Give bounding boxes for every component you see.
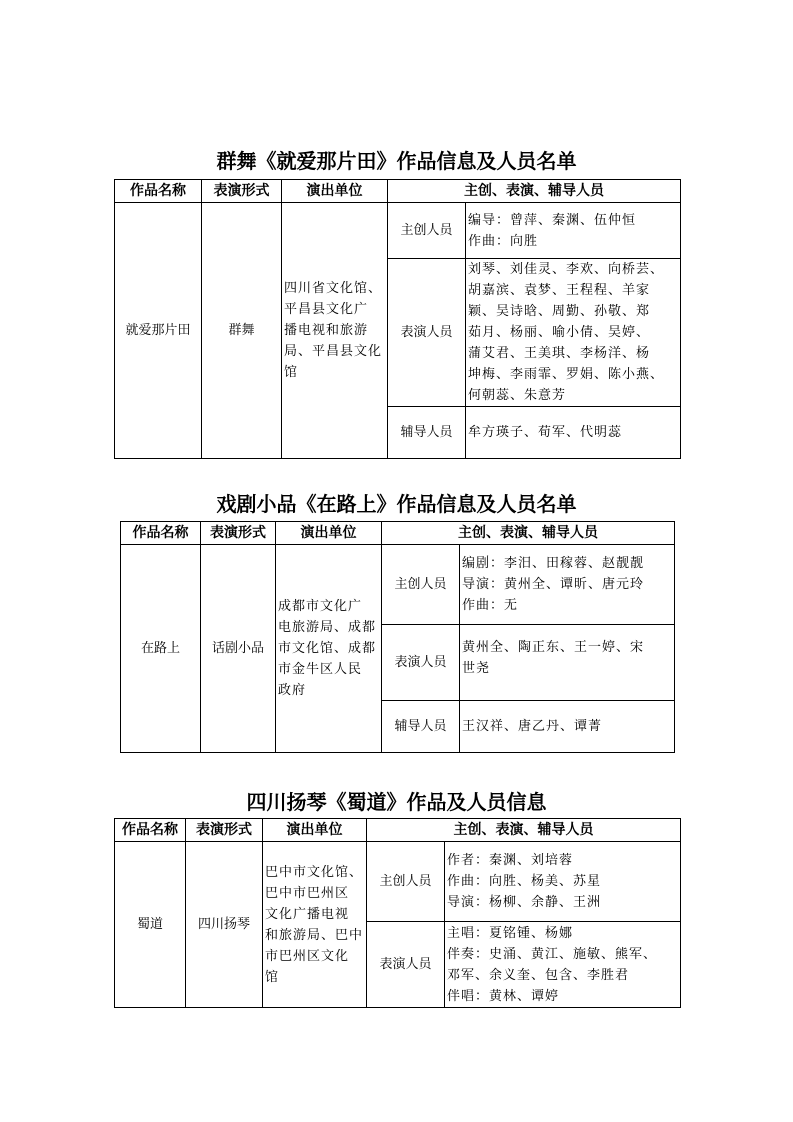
creator-line: 编剧：李汨、田稼蓉、赵靓靓	[462, 556, 645, 571]
creator-line: 作曲：无	[462, 598, 519, 613]
creator-list	[445, 842, 681, 922]
performer-line: 何朝蕊、朱意芳	[468, 388, 567, 403]
coach-line: 牟方瑛子、荀军、代明蕊	[468, 425, 623, 440]
role-performer: 表演人员	[382, 625, 460, 701]
performer-line: 刘琴、刘佳灵、李欢、向桥芸、	[468, 262, 665, 277]
creator-line: 导演：杨柳、余静、王洲	[447, 895, 602, 910]
performer-line: 茹月、杨丽、喻小倩、吴婷、	[468, 325, 651, 340]
table-header-row	[115, 819, 681, 842]
work-name: 蜀道	[115, 842, 186, 1008]
col-header-form: 表演形式	[186, 819, 263, 842]
role-coach: 辅导人员	[382, 701, 460, 753]
table-header-row	[115, 180, 681, 203]
role-creator: 主创人员	[367, 842, 445, 922]
col-header-staff: 主创、表演、辅导人员	[388, 180, 681, 203]
work-name: 就爱那片田	[115, 203, 202, 459]
performer-line: 邓军、余义奎、包含、李胜君	[447, 967, 630, 983]
unit-line: 政府	[278, 683, 307, 698]
creator-line: 作者：秦渊、刘培蓉	[447, 853, 574, 868]
work-2-title: 戏剧小品《在路上》作品信息及人员名单	[216, 492, 577, 516]
work-form: 话剧小品	[201, 545, 276, 753]
work-1-table	[114, 179, 681, 459]
performer-line: 坤梅、李雨霏、罗娟、陈小燕、	[468, 367, 665, 382]
col-header-unit: 演出单位	[282, 180, 388, 203]
col-header-name: 作品名称	[115, 180, 202, 203]
unit-line: 巴中市文化馆、	[265, 864, 364, 880]
coach-list	[460, 701, 675, 753]
coach-list	[466, 407, 681, 459]
performer-line: 世尧	[462, 661, 491, 676]
unit-line: 平昌县文化广	[284, 302, 369, 317]
work-form: 四川扬琴	[186, 842, 263, 1008]
table-header-row	[121, 522, 675, 545]
unit-line: 馆	[265, 969, 280, 985]
col-header-unit: 演出单位	[263, 819, 367, 842]
work-unit	[263, 842, 367, 1008]
work-name: 在路上	[121, 545, 201, 753]
col-header-staff: 主创、表演、辅导人员	[382, 522, 675, 545]
performer-line: 蒲艾君、王美琪、李杨洋、杨	[468, 346, 651, 361]
work-unit	[282, 203, 388, 459]
role-coach: 辅导人员	[388, 407, 466, 459]
unit-line: 市文化馆、成都	[278, 641, 377, 656]
role-creator: 主创人员	[388, 203, 466, 259]
performer-list	[445, 922, 681, 1008]
unit-line: 馆	[284, 365, 299, 380]
unit-line: 成都市文化广	[278, 599, 363, 614]
creator-line: 作曲：向胜、杨美、苏星	[447, 874, 602, 889]
performer-line: 黄州全、陶正东、王一婷、宋	[462, 640, 645, 655]
coach-line: 王汉祥、唐乙丹、谭菁	[462, 719, 603, 734]
creator-line: 作曲：向胜	[468, 233, 539, 249]
unit-line: 巴中市巴州区	[265, 885, 350, 901]
work-3-title: 四川扬琴《蜀道》作品及人员信息	[246, 790, 547, 814]
unit-line: 市金牛区人民	[278, 662, 363, 677]
role-creator: 主创人员	[382, 545, 460, 625]
col-header-unit: 演出单位	[276, 522, 382, 545]
creator-line: 编导：曾萍、秦渊、伍仲恒	[468, 212, 637, 228]
performer-line: 伴唱：黄林、谭婷	[447, 988, 560, 1004]
unit-line: 和旅游局、巴中	[265, 927, 364, 943]
unit-line: 播电视和旅游	[284, 323, 369, 338]
performer-line: 胡嘉滨、袁梦、王程程、羊家	[468, 283, 651, 298]
creator-line: 导演：黄州全、谭昕、唐元玲	[462, 577, 645, 592]
unit-line: 文化广播电视	[265, 906, 350, 922]
unit-line: 电旅游局、成都	[278, 620, 377, 635]
col-header-staff: 主创、表演、辅导人员	[367, 819, 681, 842]
performer-list	[460, 625, 675, 701]
performer-line: 主唱：夏铭锺、杨娜	[447, 925, 574, 941]
role-performer: 表演人员	[367, 922, 445, 1008]
work-form: 群舞	[202, 203, 282, 459]
performer-list	[466, 259, 681, 407]
unit-line: 市巴州区文化	[265, 948, 350, 964]
col-header-name: 作品名称	[115, 819, 186, 842]
unit-line: 局、平昌县文化	[284, 344, 383, 359]
role-performer: 表演人员	[388, 259, 466, 407]
col-header-form: 表演形式	[201, 522, 276, 545]
creator-list	[460, 545, 675, 625]
work-2-table	[120, 521, 675, 753]
work-1-title: 群舞《就爱那片田》作品信息及人员名单	[216, 149, 577, 173]
creator-list	[466, 203, 681, 259]
unit-line: 四川省文化馆、	[284, 281, 383, 296]
col-header-form: 表演形式	[202, 180, 282, 203]
col-header-name: 作品名称	[121, 522, 201, 545]
performer-line: 颖、吴诗晗、周勤、孙敬、郑	[468, 304, 651, 319]
work-3-table	[114, 818, 681, 1008]
performer-line: 伴奏：史涌、黄江、施敏、熊军、	[447, 946, 658, 962]
work-unit	[276, 545, 382, 753]
